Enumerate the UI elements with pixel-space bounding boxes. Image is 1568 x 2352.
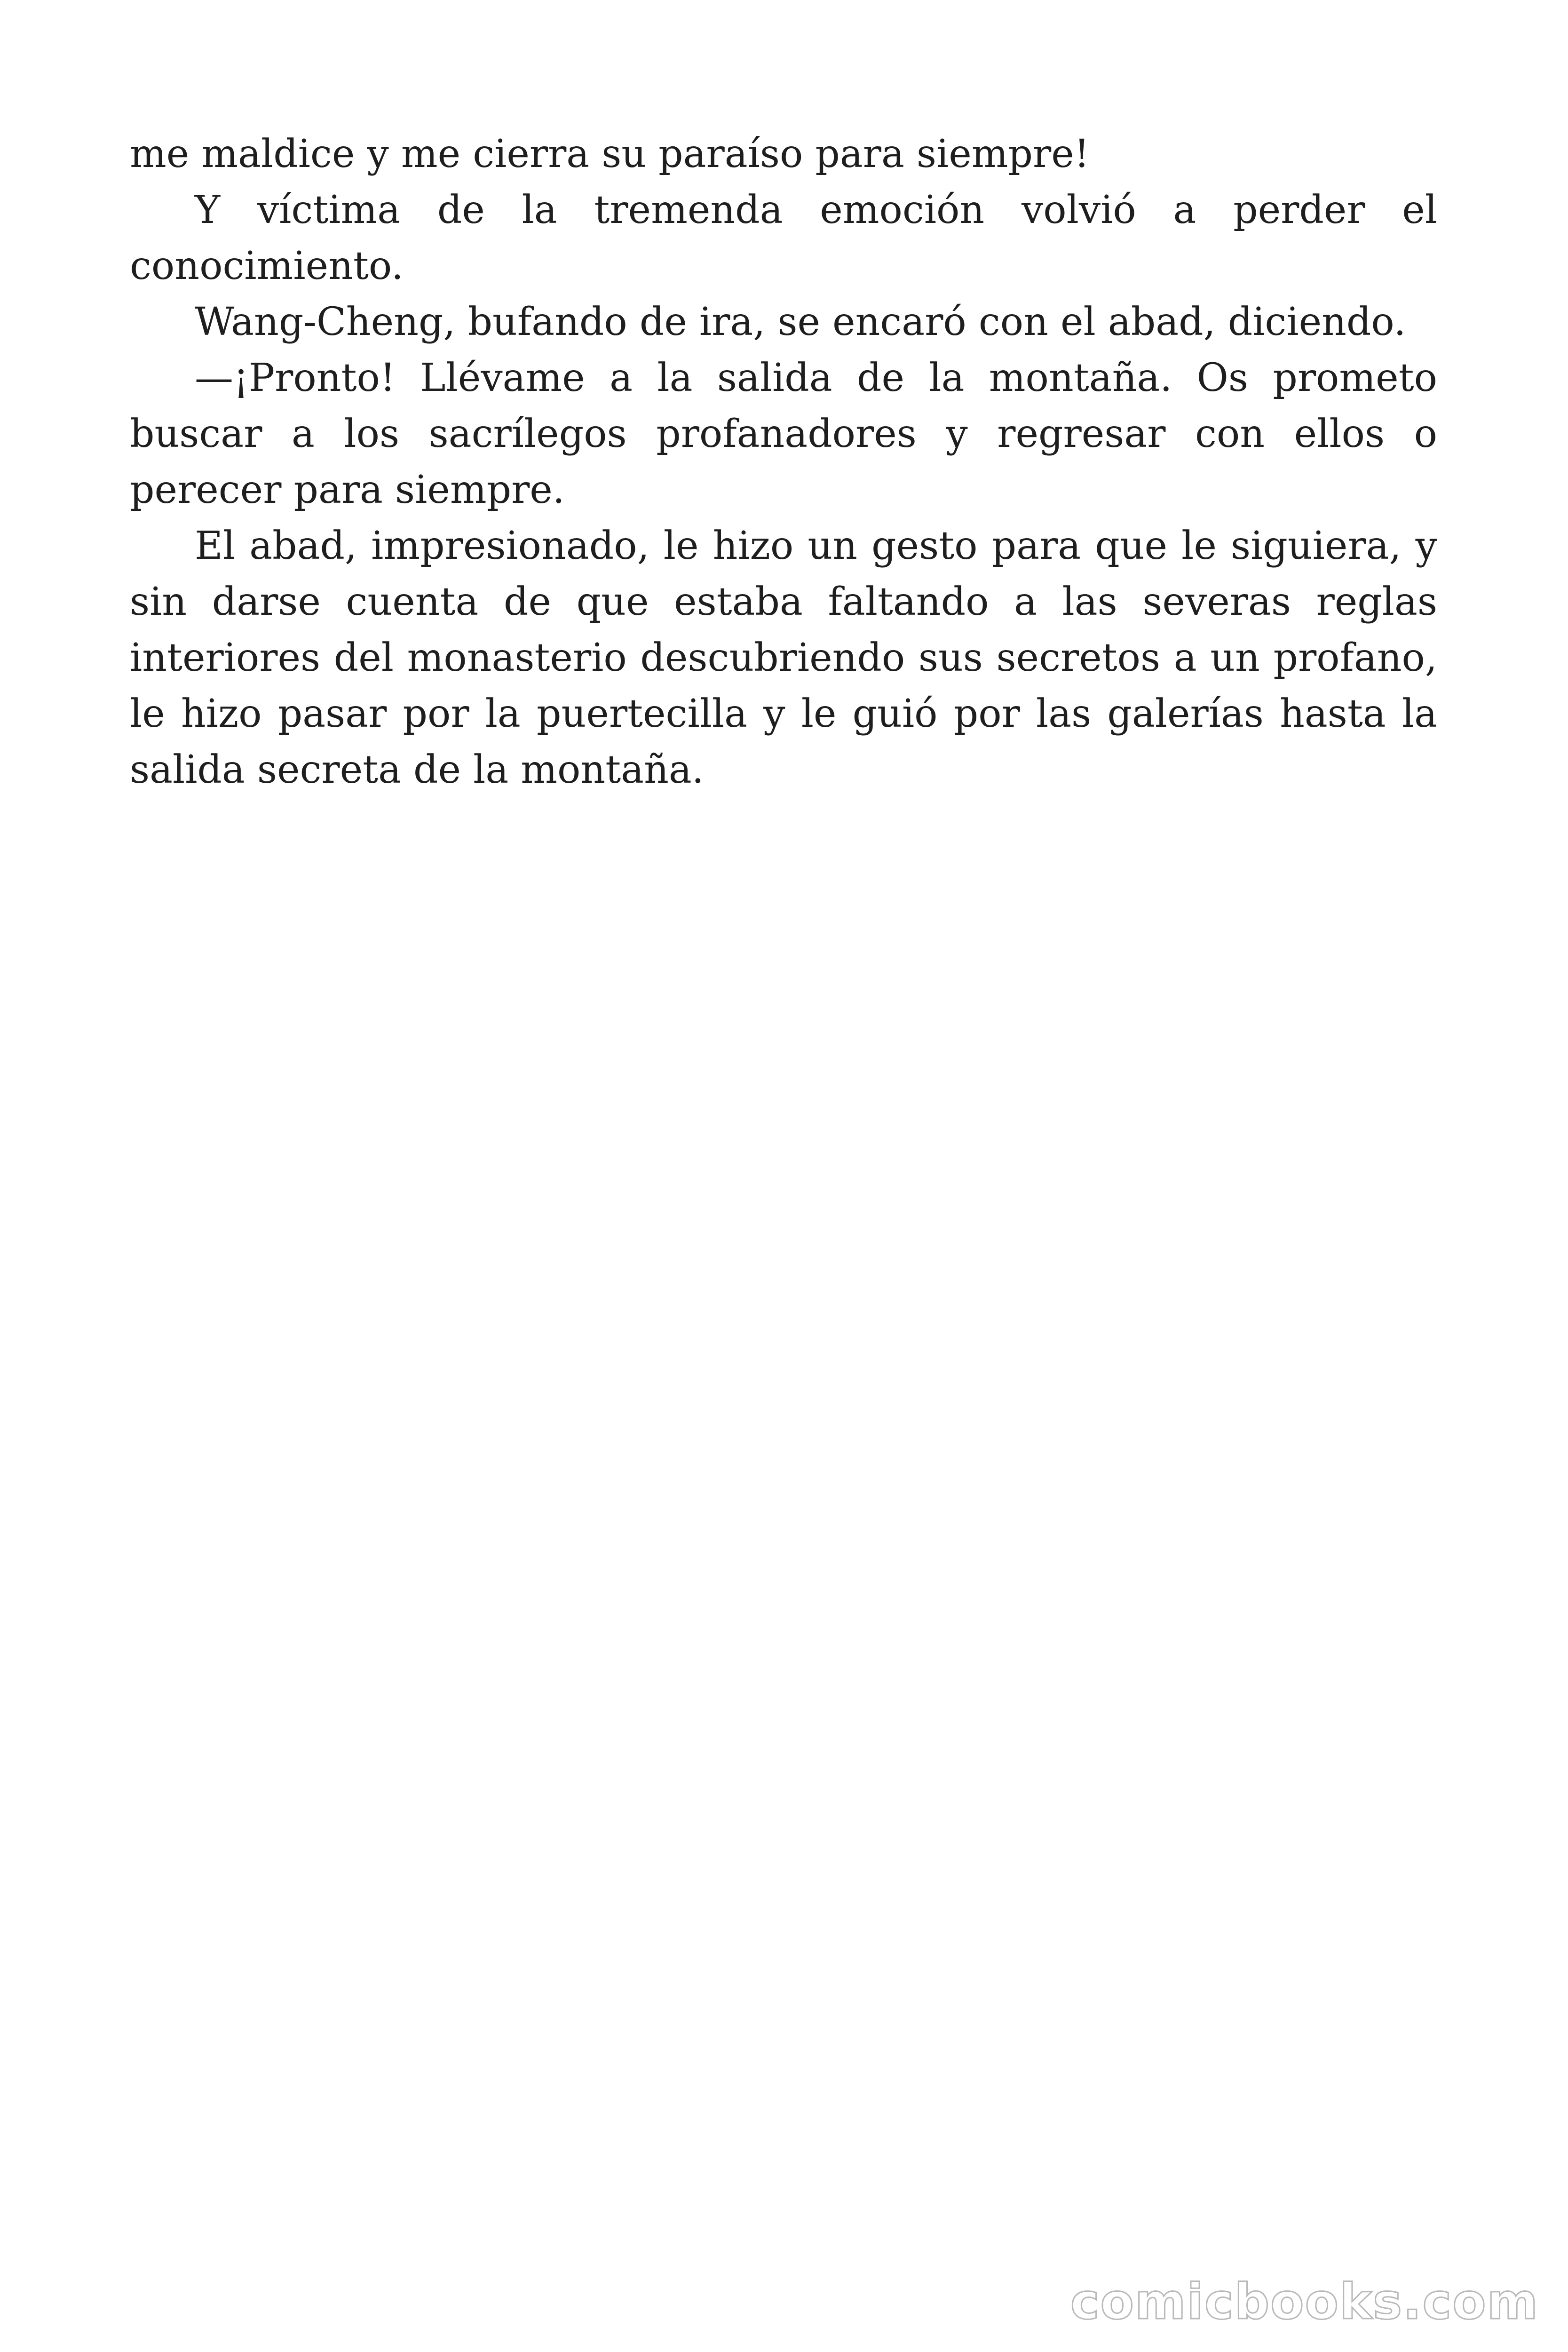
- watermark: comicbooks.com: [1070, 2273, 1539, 2330]
- paragraph: Wang-Cheng, bufando de ira, se encaró con el abad, diciendo.: [195, 300, 1406, 344]
- paragraph: Y víctima de la tremenda emoción volvió a perder el conocimiento.: [130, 188, 1437, 288]
- paragraph-continuation: me maldice y me cierra su paraíso para siempre!: [130, 132, 1090, 176]
- paragraph-dialogue: —¡Pronto! Llévame a la salida de la montaña. Os prometo buscar a los sacrílegos profanadores y regresar con ellos o perecer para siempre.: [130, 356, 1437, 512]
- paragraph: El abad, impresionado, le hizo un gesto para que le siguiera, y sin darse cuenta de que estaba faltando a las severas reglas interiores del monasterio descubriendo sus secretos a un profano, le hizo pasar por la puertecilla y le guió por las galerías hasta la salida secreta de la montaña.: [130, 524, 1437, 792]
- body-text: [130, 126, 1437, 798]
